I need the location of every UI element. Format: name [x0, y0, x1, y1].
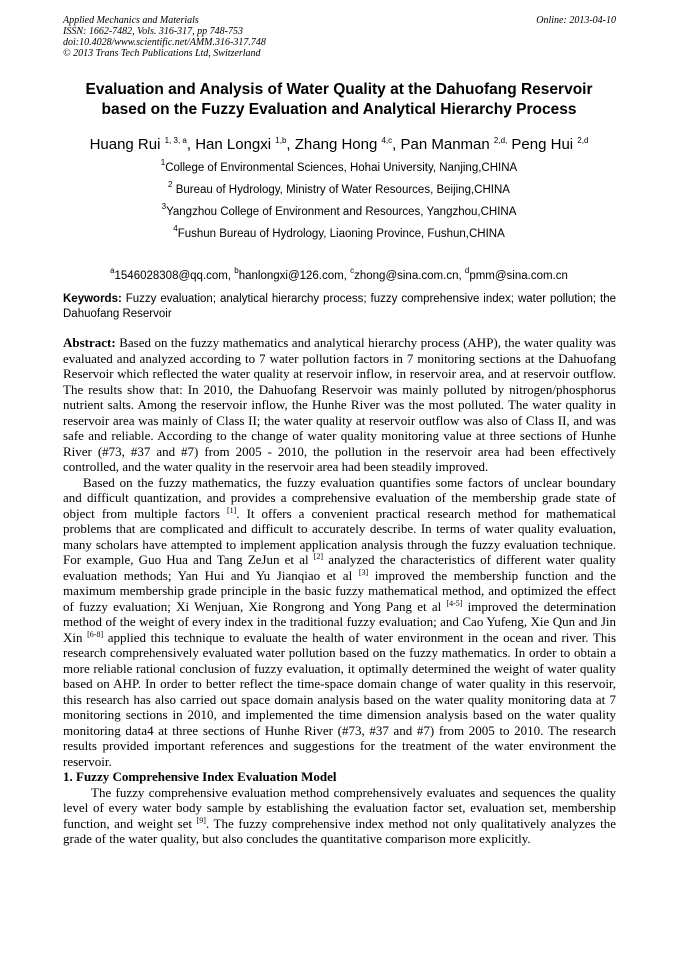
issn-line: ISSN: 1662-7482, Vols. 316-317, pp 748-753 — [63, 26, 243, 37]
author-list — [40, 131, 638, 155]
intro-paragraph: Based on the fuzzy mathematics, the fuzzy evaluation quantifies some factors of unclear boundary and difficult quantization, and provides a comprehensive evaluation of the membership grade state of object from multiple factors [1]. It offers a convenient practical research method for mathematical problems that are complicated and difficult to accurately describe. In terms of water quality evaluation, many scholars have attempted to implement application analysis through the fuzzy evaluation technique. For example, Guo Hua and Tang ZeJun et al [2] analyzed the characteristics of different water quality evaluation methods; Yan Hui and Yu Jianqiao et al [3] improved the membership function and the maximum membership grade principle in the basic fuzzy mathematical method, and optimized the effect of fuzzy evaluation; Xi Wenjuan, Xie Rongrong and Yong Pang et al [4-5] improved the determination method of the weight of every index in the traditional fuzzy evaluation; and Cao Yufeng, Xie Qun and Jin Xin [6-8] applied this technique to evaluate the health of water environment in the ocean and river. This research comprehensively evaluated water pollution based on the fuzzy mathematics. In order to obtain a more reliable rational conclusion of fuzzy evaluation, it optimally determined the weight of water quality based on AHP. In order to better reflect the time-space domain change of water quality in this reservoir, this research has also carried out space domain analysis based on the water quality monitoring data at 7 monitoring sections in 2010, and implemented the time dimension analysis based on the water quality monitoring data4 at three sections of Hunhe River (#73, #37 and #7) from 2005 to 2010. The research results provided important references and suggestions for the treatment of the water environment the reservoir. — [63, 474, 617, 769]
keywords — [63, 292, 616, 322]
citation: [2] — [313, 552, 324, 561]
email: hanlongxi@126.com, — [238, 270, 351, 282]
abstract-text: Based on the fuzzy mathematics and analytical hierarchy process (AHP), the water quality was evaluated and analyzed according to 7 water pollution factors in 7 monitoring sections at the Dahuofang Reservoir which reflected the water quality at reservoir inflow, in reservoir area, and at reservoir outflow. The results show that: In 2010, the Dahuofang Reservoir was mainly polluted by nitrogen/phosphorus nutrient salts. Among the reservoir inflow, the Hunhe River was the most polluted. The water quality in reservoir area was mainly of Class II; the water quality at reservoir outflow was also of Class II, and was safe and reliable. According to the change of water quality monitoring value at three sections of Hunhe River (#73, #37 and #7) from 2005 - 2010, the pollution in the reservoir area had been effectively controlled, and the water quality in the reservoir area had been steadily improved. — [63, 335, 616, 474]
keywords-label: Keywords: — [63, 293, 122, 305]
title-line-2: based on the Fuzzy Evaluation and Analytical Hierarchy Process — [101, 101, 577, 118]
affiliation-1: $^1$College of Environmental Sciences, Hohai University, Nanjing,CHINA — [160, 158, 518, 174]
author: Han Longxi $^{1,b}$, — [195, 136, 295, 153]
email: zhong@sina.com.cn, — [354, 270, 465, 282]
paper-title — [40, 80, 638, 120]
title-line-1: Evaluation and Analysis of Water Quality at the Dahuofang Reservoir — [85, 81, 593, 98]
citation: [3] — [358, 567, 369, 577]
affiliation-2: $^2$ Bureau of Hydrology, Ministry of Water Resources, Beijing,CHINA — [168, 180, 510, 196]
author: Zhang Hong $^{4,c}$, — [294, 136, 401, 153]
abstract — [63, 335, 616, 475]
section-paragraph: The fuzzy comprehensive evaluation method comprehensively evaluates and sequences the quality level of every water body sample by establishing the evaluation factor set, evaluation set, membership function, and weight set [9]. The fuzzy comprehensive index method not only qualitatively analyzes the grade of the water quality, but also concludes the quantitative comparison more explicitly. — [63, 784, 617, 846]
abstract-label: Abstract: — [63, 335, 116, 350]
email: pmm@sina.com.cn — [469, 270, 568, 282]
affiliation-4: $^4$Fushun Bureau of Hydrology, Liaoning Province, Fushun,CHINA — [173, 224, 505, 240]
section-heading: 1. Fuzzy Comprehensive Index Evaluation Model — [63, 769, 337, 784]
affiliation-3: $^3$Yangzhou College of Environment and Resources, Yangzhou,CHINA — [161, 202, 517, 218]
journal-header — [63, 15, 616, 59]
citation: [9] — [196, 815, 206, 825]
email: 1546028308@qq.com, — [114, 270, 235, 282]
email-list: $^a$1546028308@qq.com, $^b$hanlongxi@126.com, $^c$zhong@sina.com.cn, $^d$pmm@sina.com.cn — [110, 266, 568, 282]
author: Pan Manman $^{2,d,}$ — [400, 136, 508, 153]
online-date: Online: 2013-04-10 — [536, 15, 616, 26]
citation: [6-8] — [87, 629, 104, 639]
doi-line: doi:10.4028/www.scientific.net/AMM.316-317.748 — [63, 37, 266, 48]
keywords-text: Fuzzy evaluation; analytical hierarchy process; fuzzy comprehensive index; water pollution; the Dahuofang Reservoir — [63, 293, 616, 320]
copyright-line: © 2013 Trans Tech Publications Ltd, Switzerland — [63, 48, 261, 59]
journal-name: Applied Mechanics and Materials — [63, 15, 199, 26]
author: Huang Rui $^{1, 3, a}$, — [89, 136, 196, 153]
citation: [1] — [226, 505, 237, 515]
citation: [4-5] — [446, 598, 463, 608]
main-text — [63, 335, 616, 847]
author: Peng Hui $^{2,d}$ — [511, 136, 589, 153]
